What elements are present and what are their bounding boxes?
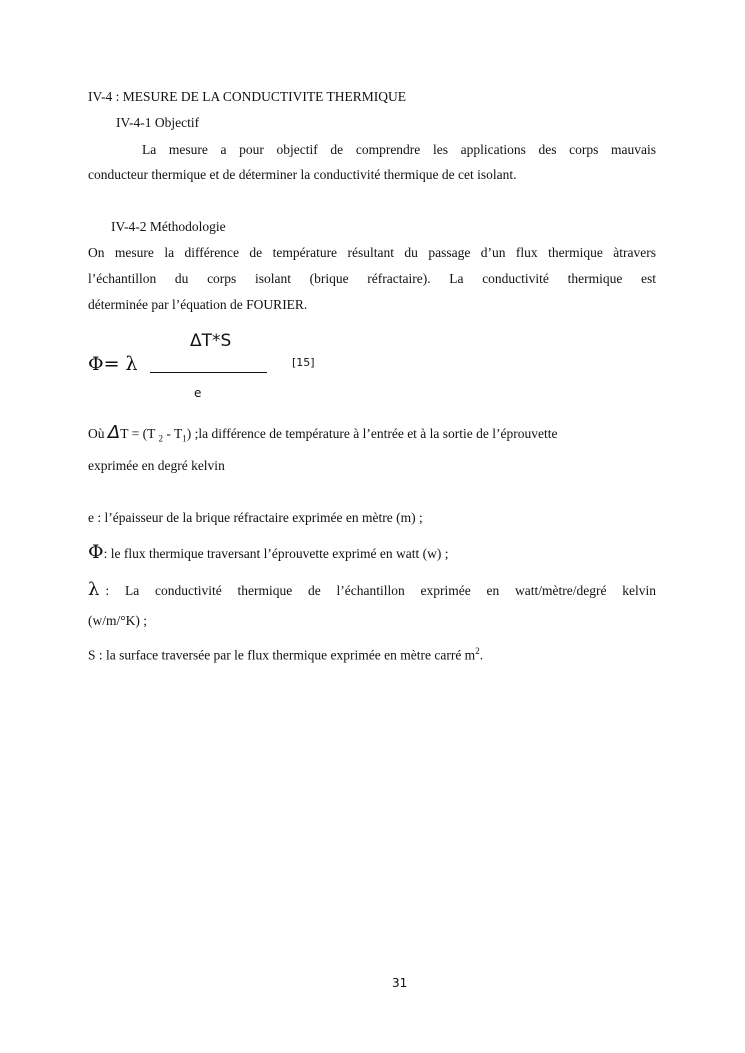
methodologie-heading: IV-4-2 Méthodologie (111, 219, 226, 234)
definition-lambda-line-1 (88, 579, 656, 600)
definition-delta-line-2: exprimée en degré kelvin (88, 458, 225, 473)
definition-delta-prefix: Où (88, 426, 105, 441)
page-number: 31 (392, 976, 408, 990)
formula-denominator: e (194, 386, 202, 400)
definition-e: e : l’épaisseur de la brique réfractaire exprimée en mètre (m) ; (88, 510, 423, 525)
subscript-2: 2 (158, 433, 163, 444)
objectif-line-2: conducteur thermique et de déterminer la conductivité thermique de cet isolant. (88, 167, 517, 182)
formula-reference: [15] (292, 356, 315, 369)
lambda-symbol: λ (88, 579, 100, 600)
superscript-2: 2 (475, 646, 480, 656)
objectif-heading: IV-4-1 Objectif (116, 115, 200, 130)
definition-phi (88, 541, 449, 563)
definition-lambda-line-2: (w/m/°K) ; (88, 613, 148, 628)
definition-delta-t: T = (T (120, 426, 156, 441)
definition-s-end: . (479, 647, 484, 663)
definition-delta-minus: - T (162, 426, 183, 441)
methodologie-line-1: On mesure la différence de température résultant du passage d’un flux thermique àtravers (88, 245, 656, 260)
formula-numerator: ΔT*S (190, 331, 232, 351)
delta-symbol: Δ (107, 422, 121, 443)
definition-s (88, 643, 483, 664)
formula-lhs: Φ= λ (88, 353, 138, 375)
objectif-line-1: La mesure a pour objectif de comprendre les applications des corps mauvais (142, 142, 656, 157)
subscript-1: 1 (182, 433, 187, 444)
phi-symbol: Φ (88, 541, 104, 563)
definition-delta-line-1 (88, 422, 558, 447)
section-title: IV-4 : MESURE DE LA CONDUCTIVITE THERMIQUE (88, 89, 406, 104)
methodologie-line-2: l’échantillon du corps isolant (brique réfractaire). La conductivité thermique est (88, 271, 656, 286)
definition-s-text: S : la surface traversée par le flux thermique exprimée en mètre carré m (88, 647, 476, 663)
methodologie-line-3: déterminée par l’équation de FOURIER. (88, 297, 308, 312)
definition-lambda-text: : La conductivité thermique de l’échantillon exprimée en watt/mètre/degré kelvin (105, 583, 656, 598)
fraction-bar (150, 372, 267, 373)
definition-delta-rest: ) ;la différence de température à l’entrée et à la sortie de l’éprouvette (186, 426, 558, 441)
definition-phi-text: : le flux thermique traversant l’éprouvette exprimé en watt (w) ; (103, 546, 449, 561)
